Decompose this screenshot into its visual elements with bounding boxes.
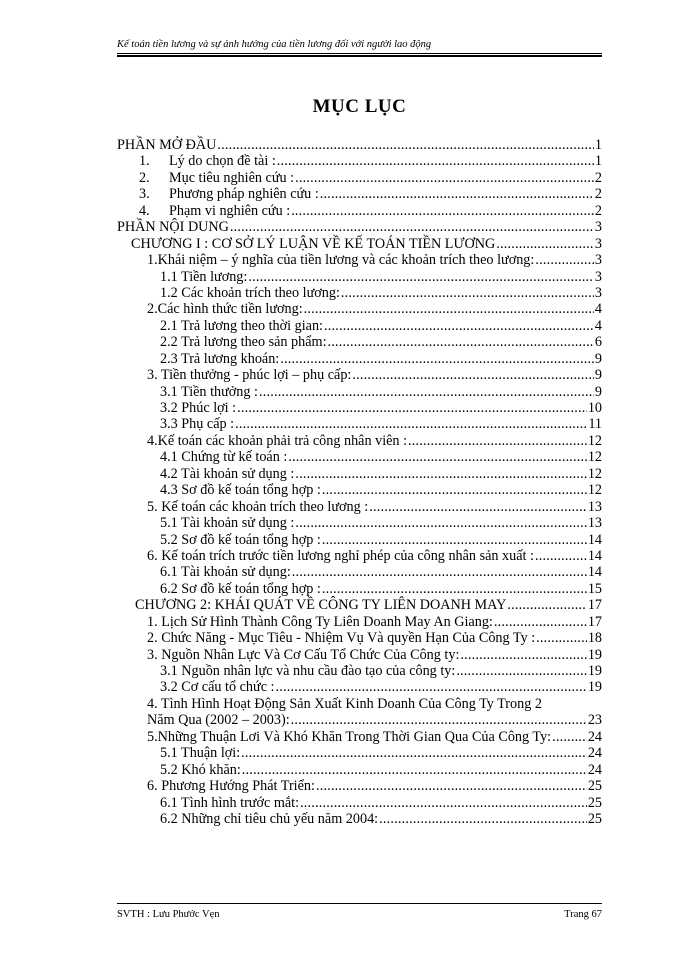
toc-entry-text: Lý do chọn đề tài : bbox=[169, 153, 276, 170]
toc-leader-dots bbox=[235, 416, 587, 432]
toc-leader-dots bbox=[324, 318, 594, 334]
toc-page-number: 2 bbox=[594, 202, 602, 219]
footer-author: SVTH : Lưu Phước Vẹn bbox=[117, 909, 220, 920]
toc-entry-title: 2.1 Trả lương theo thời gian: bbox=[160, 317, 323, 334]
toc-leader-dots bbox=[300, 795, 587, 811]
toc-entry-title: 6. Phương Hướng Phát Triển: bbox=[147, 778, 315, 795]
toc-entry-title: 5.1 Thuận lợi: bbox=[160, 745, 241, 762]
toc-entry-title bbox=[139, 153, 276, 169]
toc-leader-dots bbox=[379, 811, 587, 827]
toc-page-number: 19 bbox=[587, 663, 602, 679]
toc-leader-dots bbox=[456, 663, 587, 679]
toc-entry-title: 5.2 Sơ đồ kế toán tổng hợp : bbox=[160, 531, 321, 548]
toc-leader-dots bbox=[295, 170, 594, 186]
toc-entry-title: Năm Qua (2002 – 2003): bbox=[147, 712, 290, 729]
toc-leader-dots bbox=[241, 745, 587, 761]
toc-entry[interactable] bbox=[117, 614, 602, 630]
toc-entry-title: 3.2 Phúc lợi : bbox=[160, 400, 237, 416]
toc-leader-dots bbox=[280, 351, 594, 367]
toc-entry[interactable] bbox=[117, 564, 602, 580]
toc-page-number: 14 bbox=[587, 564, 602, 581]
toc-page-number: 24 bbox=[587, 745, 602, 762]
toc-page-number: 9 bbox=[594, 383, 602, 400]
toc-page-number: 18 bbox=[587, 630, 602, 647]
toc-entry-title: 6.1 Tài khoản sử dụng: bbox=[160, 564, 291, 581]
toc-entry-text: Phương pháp nghiên cứu : bbox=[169, 186, 319, 203]
toc-entry-title: 2. Chức Năng - Mục Tiêu - Nhiệm Vụ Và quyền Hạn Của Công Ty : bbox=[147, 630, 536, 647]
toc-leader-dots bbox=[248, 269, 594, 285]
toc-leader-dots bbox=[295, 466, 586, 482]
toc-entry-title: 3.1 Tiền thưởng : bbox=[160, 383, 258, 400]
toc-entry-title: 1.1 Tiền lương: bbox=[160, 268, 248, 285]
toc-entry-title: 1. Lịch Sử Hình Thành Công Ty Liên Doanh May An Giang: bbox=[147, 613, 493, 630]
toc-entry-title: 5.2 Khó khăn: bbox=[160, 761, 241, 778]
toc-leader-dots bbox=[494, 614, 587, 630]
toc-page-number: 3 bbox=[594, 268, 602, 285]
table-of-contents bbox=[117, 137, 602, 827]
toc-leader-dots bbox=[277, 153, 594, 169]
toc-leader-dots bbox=[328, 334, 594, 350]
toc-page-number: 3 bbox=[594, 219, 602, 236]
toc-entry-text: Mục tiêu nghiên cứu : bbox=[169, 169, 295, 186]
toc-entry[interactable] bbox=[117, 416, 602, 432]
toc-entry[interactable] bbox=[117, 811, 602, 827]
toc-entry-title: 3.3 Phụ cấp : bbox=[160, 416, 235, 433]
toc-entry-title: 4.Kế toán các khoản phải trả công nhân viên : bbox=[147, 432, 408, 449]
toc-page-number: 25 bbox=[587, 778, 602, 795]
toc-page-number: 17 bbox=[587, 613, 602, 630]
toc-entry-title: 3. Nguồn Nhân Lực Và Cơ Cấu Tổ Chức Của Công ty: bbox=[147, 646, 460, 663]
toc-page-number: 11 bbox=[588, 416, 602, 433]
toc-entry[interactable] bbox=[117, 433, 602, 449]
toc-entry-number: 2. bbox=[139, 169, 150, 186]
toc-page-number: 23 bbox=[587, 712, 602, 729]
toc-page-number: 3 bbox=[594, 284, 602, 301]
toc-page-number: 4 bbox=[594, 317, 602, 334]
toc-leader-dots bbox=[322, 532, 587, 548]
toc-leader-dots bbox=[230, 219, 594, 235]
toc-entry-number: 3. bbox=[139, 186, 150, 203]
toc-leader-dots bbox=[408, 433, 587, 449]
toc-leader-dots bbox=[217, 137, 594, 153]
toc-entry-title: CHƯƠNG I : CƠ SỞ LÝ LUẬN VỀ KẾ TOÁN TIỀN LƯƠNG bbox=[131, 235, 496, 252]
toc-entry-title bbox=[139, 186, 319, 202]
toc-leader-dots bbox=[275, 679, 586, 695]
toc-entry[interactable] bbox=[117, 581, 602, 597]
toc-entry[interactable] bbox=[117, 532, 602, 548]
toc-page-number: 24 bbox=[587, 728, 602, 745]
toc-entry-title: 2.Các hình thức tiền lương: bbox=[147, 301, 303, 318]
toc-entry[interactable] bbox=[117, 482, 602, 498]
toc-page-number: 3 bbox=[594, 252, 602, 269]
toc-entry[interactable] bbox=[117, 548, 602, 564]
toc-leader-dots bbox=[535, 252, 594, 268]
toc-leader-dots bbox=[295, 515, 586, 531]
toc-leader-dots bbox=[322, 581, 587, 597]
toc-entry-title: 4.2 Tài khoản sử dụng : bbox=[160, 465, 295, 482]
toc-leader-dots bbox=[288, 449, 587, 465]
toc-leader-dots bbox=[535, 548, 587, 564]
toc-entry[interactable] bbox=[117, 219, 602, 235]
toc-entry-number: 4. bbox=[139, 202, 150, 219]
toc-page-number: 14 bbox=[587, 531, 602, 548]
toc-page-number: 4 bbox=[594, 301, 602, 318]
toc-page-number: 2 bbox=[594, 169, 602, 186]
toc-entry-title: 2.2 Trả lương theo sản phẩm: bbox=[160, 334, 327, 351]
toc-leader-dots bbox=[536, 630, 587, 646]
footer-divider bbox=[117, 903, 602, 904]
running-header: Kế toán tiền lương và sự ảnh hưởng của tiền lương đối với người lao động bbox=[117, 39, 432, 50]
header-divider bbox=[117, 53, 602, 57]
toc-leader-dots bbox=[322, 482, 587, 498]
toc-entry[interactable] bbox=[117, 170, 602, 186]
toc-page-number: 19 bbox=[587, 679, 602, 696]
toc-entry[interactable] bbox=[117, 630, 602, 646]
toc-entry-title: 4.1 Chứng từ kế toán : bbox=[160, 449, 288, 466]
page-title: MỤC LỤC bbox=[312, 96, 407, 117]
toc-entry-title: 3. Tiền thưởng - phúc lợi – phụ cấp: bbox=[147, 367, 352, 384]
toc-entry[interactable] bbox=[117, 400, 602, 416]
toc-entry-title: 5.Những Thuận Lơi Và Khó Khăn Trong Thời Gian Qua Của Công Ty: bbox=[147, 728, 552, 745]
toc-entry-title: 3.1 Nguồn nhân lực và nhu cầu đào tạo của công ty: bbox=[160, 663, 456, 679]
toc-entry-title: CHƯƠNG 2: KHÁI QUÁT VỀ CÔNG TY LIÊN DOANH MAY bbox=[135, 597, 507, 614]
toc-entry-title: 1.2 Các khoản trích theo lương: bbox=[160, 284, 340, 301]
toc-entry-title bbox=[139, 203, 290, 219]
toc-leader-dots bbox=[291, 203, 594, 219]
toc-entry-title: 3.2 Cơ cấu tổ chức : bbox=[160, 679, 275, 696]
toc-page-number: 10 bbox=[587, 400, 602, 416]
toc-leader-dots bbox=[552, 729, 587, 745]
toc-page-number: 13 bbox=[587, 498, 602, 515]
toc-page-number: 17 bbox=[587, 597, 602, 614]
toc-page-number: 6 bbox=[594, 334, 602, 351]
toc-entry[interactable] bbox=[117, 745, 602, 761]
toc-leader-dots bbox=[369, 499, 587, 515]
toc-entry[interactable] bbox=[117, 647, 602, 663]
toc-page-number: 9 bbox=[594, 367, 602, 384]
toc-entry[interactable] bbox=[117, 778, 602, 794]
toc-entry[interactable] bbox=[117, 236, 602, 252]
toc-page-number: 12 bbox=[587, 482, 602, 499]
toc-entry[interactable] bbox=[117, 449, 602, 465]
toc-page-number: 19 bbox=[587, 646, 602, 663]
toc-entry[interactable] bbox=[117, 795, 602, 811]
toc-leader-dots bbox=[460, 647, 586, 663]
toc-entry-number: 1. bbox=[139, 153, 150, 170]
toc-entry[interactable] bbox=[117, 269, 602, 285]
toc-page-number: 3 bbox=[594, 235, 602, 252]
toc-entry[interactable] bbox=[117, 153, 602, 169]
toc-page-number: 14 bbox=[587, 547, 602, 564]
toc-leader-dots bbox=[352, 367, 594, 383]
toc-entry-title: 6.2 Những chỉ tiêu chủ yếu năm 2004: bbox=[160, 810, 379, 827]
toc-entry[interactable] bbox=[117, 301, 602, 317]
toc-entry[interactable] bbox=[117, 137, 602, 153]
toc-entry-title: 5. Kế toán các khoản trích theo lương : bbox=[147, 498, 369, 515]
toc-entry-title: 1.Khái niệm – ý nghĩa của tiền lương và các khoản trích theo lương: bbox=[147, 252, 535, 269]
toc-leader-dots bbox=[291, 712, 587, 728]
toc-page-number: 25 bbox=[587, 794, 602, 811]
toc-entry[interactable] bbox=[117, 466, 602, 482]
toc-entry-title: 4.3 Sơ đồ kế toán tổng hợp : bbox=[160, 482, 321, 499]
toc-leader-dots bbox=[341, 285, 594, 301]
toc-page-number: 25 bbox=[587, 810, 602, 827]
toc-entry[interactable] bbox=[117, 663, 602, 679]
toc-entry[interactable] bbox=[117, 712, 602, 728]
toc-entry[interactable] bbox=[117, 679, 602, 695]
toc-leader-dots bbox=[496, 236, 594, 252]
toc-page-number: 2 bbox=[594, 186, 602, 203]
toc-page-number: 24 bbox=[587, 761, 602, 778]
toc-entry-title: 6. Kế toán trích trước tiền lương nghỉ phép của công nhân sản xuất : bbox=[147, 547, 534, 564]
toc-page-number: 15 bbox=[587, 580, 602, 597]
toc-page-number: 9 bbox=[594, 350, 602, 367]
toc-leader-dots bbox=[259, 384, 594, 400]
toc-leader-dots bbox=[304, 301, 594, 317]
toc-leader-dots bbox=[316, 778, 587, 794]
toc-entry[interactable] bbox=[117, 351, 602, 367]
footer-page-number: Trang 67 bbox=[564, 909, 602, 920]
toc-entry-title bbox=[139, 170, 294, 186]
toc-entry[interactable] bbox=[117, 515, 602, 531]
toc-entry-text: Phạm vi nghiên cứu : bbox=[169, 202, 291, 219]
toc-entry[interactable] bbox=[117, 696, 602, 712]
toc-entry[interactable] bbox=[117, 367, 602, 383]
toc-leader-dots bbox=[242, 762, 587, 778]
toc-entry[interactable] bbox=[117, 384, 602, 400]
toc-entry[interactable] bbox=[117, 499, 602, 515]
toc-entry-title: 6.2 Sơ đồ kế toán tổng hợp : bbox=[160, 580, 321, 597]
toc-entry[interactable] bbox=[117, 318, 602, 334]
toc-entry-title: 4. Tình Hình Hoạt Động Sản Xuất Kinh Doanh Của Công Ty Trong 2 bbox=[147, 695, 542, 712]
toc-entry-title: 5.1 Tài khoản sử dụng : bbox=[160, 515, 295, 532]
toc-leader-dots bbox=[507, 597, 586, 613]
toc-entry[interactable] bbox=[117, 252, 602, 268]
toc-entry[interactable] bbox=[117, 597, 602, 613]
toc-page-number: 13 bbox=[587, 515, 602, 532]
toc-entry-title: 6.1 Tình hình trước mắt: bbox=[160, 794, 300, 811]
toc-entry[interactable] bbox=[117, 334, 602, 350]
toc-page-number: 12 bbox=[587, 465, 602, 482]
toc-entry[interactable] bbox=[117, 186, 602, 202]
toc-leader-dots bbox=[320, 186, 594, 202]
toc-page-number: 12 bbox=[587, 449, 602, 466]
toc-entry[interactable] bbox=[117, 285, 602, 301]
toc-page-number: 12 bbox=[587, 432, 602, 449]
toc-leader-dots bbox=[237, 400, 587, 416]
toc-entry-title: PHẦN NỘI DUNG bbox=[117, 219, 229, 236]
toc-leader-dots bbox=[292, 564, 587, 580]
toc-entry[interactable] bbox=[117, 762, 602, 778]
toc-entry[interactable] bbox=[117, 729, 602, 745]
toc-entry-title: PHẦN MỞ ĐẦU bbox=[117, 137, 217, 153]
toc-page-number: 1 bbox=[594, 153, 602, 170]
toc-entry[interactable] bbox=[117, 203, 602, 219]
toc-entry-title: 2.3 Trả lương khoán: bbox=[160, 350, 280, 367]
toc-page-number: 1 bbox=[594, 137, 602, 153]
